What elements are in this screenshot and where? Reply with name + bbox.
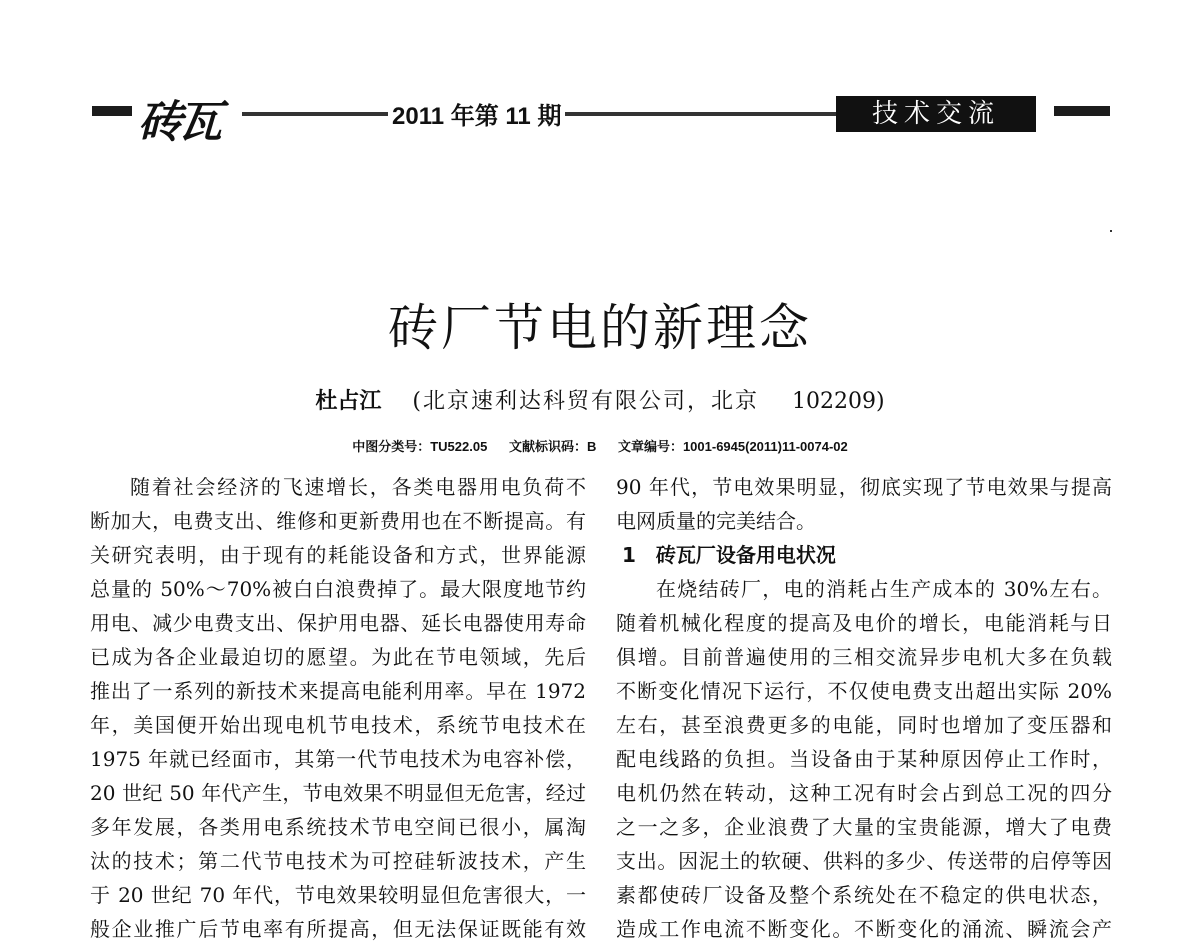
journal-logo: 砖瓦 [138, 97, 218, 148]
text-line: 电机仍然在转动，这种工况有时会占到总工况的四分 [616, 781, 1112, 805]
document-code: 文献标识码：B [508, 439, 597, 454]
text-line: 年，美国便开始出现电机节电技术，系统节电技术在 [90, 713, 586, 737]
text-line: 素都使砖厂设备及整个系统处在不稳定的供电状态， [616, 883, 1112, 907]
text-line: 于 20 世纪 70 年代，节电效果较明显但危害很大，一 [90, 883, 586, 907]
text-line: 断加大，电费支出、维修和更新费用也在不断提高。有 [90, 509, 586, 533]
masthead [92, 82, 1110, 148]
text-line: 随着机械化程度的提高及电价的增长，电能消耗与日 [616, 611, 1112, 635]
text-line: 关研究表明，由于现有的耗能设备和方式，世界能源 [90, 543, 586, 567]
text-line: 20 世纪 50 年代产生，节电效果不明显但无危害，经过 [90, 781, 586, 805]
text-line: 般企业推广后节电率有所提高，但无法保证既能有效 [90, 917, 586, 941]
author-line [0, 384, 1200, 415]
left-column [90, 470, 586, 946]
text-line: 造成工作电流不断变化。不断变化的涌流、瞬流会产 [616, 917, 1112, 941]
masthead-rule-end [1054, 106, 1110, 116]
text-line: 左右，甚至浪费更多的电能，同时也增加了变压器和 [616, 713, 1112, 737]
section-badge: 技术交流 [836, 96, 1036, 132]
masthead-rule-right [564, 112, 836, 116]
text-line: 多年发展，各类用电系统技术节电空间已很小，属淘 [90, 815, 586, 839]
text-line: 1975 年就已经面市，其第一代节电技术为电容补偿， [90, 747, 586, 771]
text-line: 已成为各企业最迫切的愿望。为此在节电领域，先后 [90, 645, 586, 669]
text-line: 电网质量的完美结合。 [616, 509, 816, 533]
section-heading: 1 砖瓦厂设备用电状况 [622, 543, 836, 567]
text-line: 配电线路的负担。当设备由于某种原因停止工作时， [616, 747, 1112, 771]
text-line: 支出。因泥土的软硬、供料的多少、传送带的启停等因 [616, 849, 1112, 873]
text-line: 90 年代，节电效果明显，彻底实现了节电效果与提高 [616, 475, 1112, 499]
masthead-rule-mid [242, 112, 388, 116]
text-line: 不断变化情况下运行，不仅使电费支出超出实际 20% [616, 679, 1112, 703]
affiliation: (北京速利达科贸有限公司，北京 [412, 389, 760, 414]
masthead-rule-left [92, 106, 132, 116]
article-title: 砖厂节电的新理念 [388, 299, 812, 357]
issue-label: 2011 年第 11 期 [388, 96, 565, 131]
classification-line [0, 436, 1200, 455]
article-number: 文章编号：1001-6945(2011)11-0074-02 [617, 439, 848, 454]
text-line: 在烧结砖厂，电的消耗占生产成本的 30%左右。 [656, 577, 1112, 601]
postcode: 102209) [792, 389, 885, 414]
text-line: 用电、减少电费支出、保护用电器、延长电器使用寿命 [90, 611, 586, 635]
text-line: 推出了一系列的新技术来提高电能利用率。早在 1972 [90, 679, 586, 703]
text-line: 总量的 50%～70%被白白浪费掉了。最大限度地节约 [90, 577, 586, 601]
text-line: 之一之多，企业浪费了大量的宝贵能源，增大了电费 [616, 815, 1112, 839]
text-line: 俱增。目前普遍使用的三相交流异步电机大多在负载 [616, 645, 1112, 669]
speck [1110, 230, 1112, 232]
right-column [616, 470, 1112, 946]
text-line: 汰的技术；第二代节电技术为可控硅斩波技术，产生 [90, 849, 586, 873]
author-name: 杜占江 [315, 388, 382, 414]
text-line: 随着社会经济的飞速增长，各类电器用电负荷不 [130, 475, 586, 499]
clc-number: 中图分类号：TU522.05 [352, 439, 488, 454]
